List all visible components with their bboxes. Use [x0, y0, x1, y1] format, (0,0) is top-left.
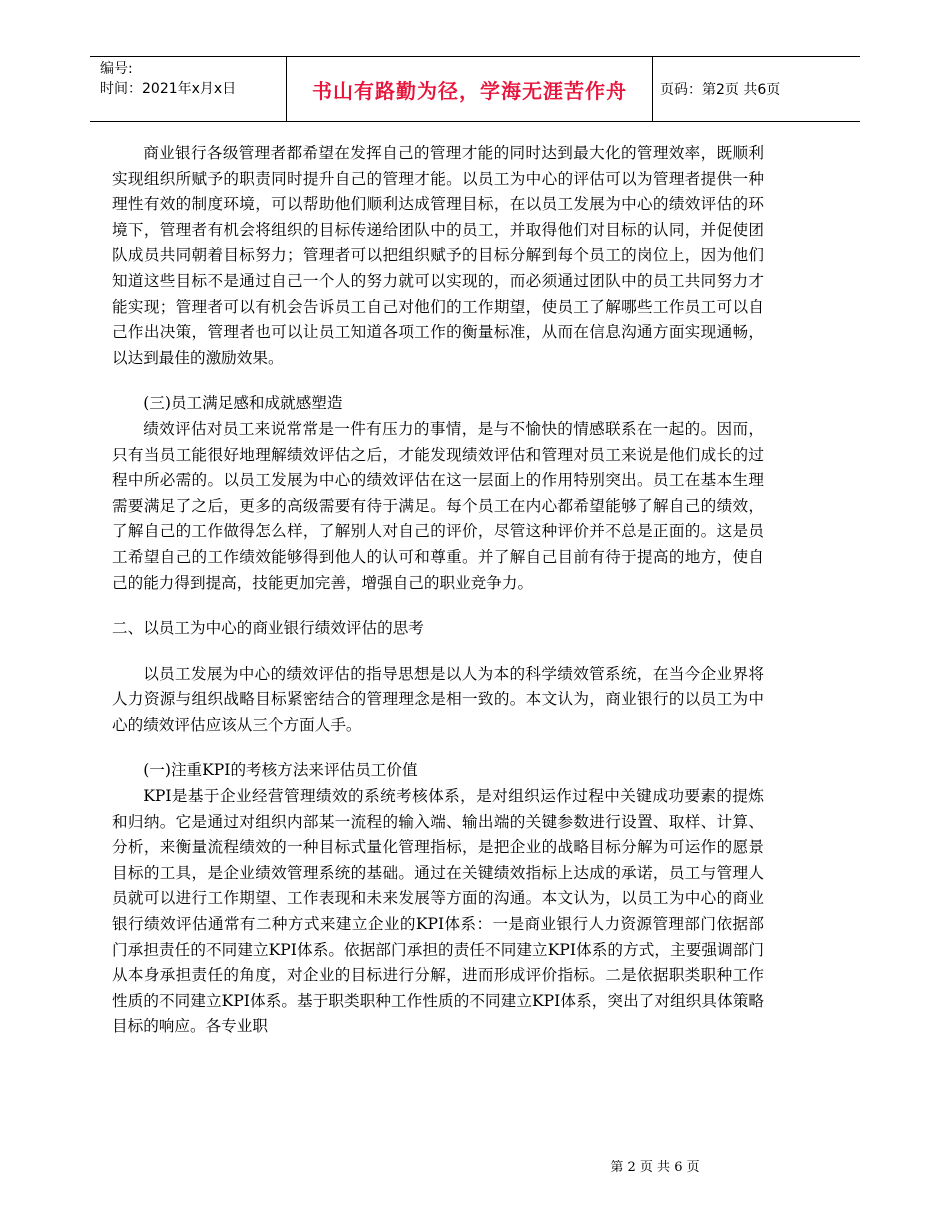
header-motto: 书山有路勤为径，学海无涯苦作舟 [312, 78, 627, 103]
document-body [112, 141, 764, 1040]
section-title-kpi: (一)注重KPI的考核方法来评估员工价值 [143, 761, 418, 780]
header-page-info: 页码：第2页 共6页 [660, 82, 781, 98]
page-footer: 第 2 页 共 6 页 [610, 1160, 700, 1175]
page-header [90, 56, 860, 122]
paragraph-guiding-idea: 以员工发展为中心的绩效评估的指导思想是以人为本的科学绩效管系统，在当今企业界将人力资源与组织战略目标紧密结合的管理理念是相一致的。本文认为，商业银行的以员工为中心的绩效评估应该从三个方面人手。 [112, 664, 764, 734]
section-title-satisfaction: (三)员工满足感和成就感塑造 [143, 394, 343, 413]
paragraph-kpi: KPI是基于企业经营管理绩效的系统考核体系，是对组织运作过程中关键成功要素的提炼和归纳。它是通过对组织内部某一流程的输入端、输出端的关键参数进行设置、取样、计算、分析，来衡量流程绩效的一种目标式量化管理指标，是把企业的战略目标分解为可运作的愿景目标的工具，是企业绩效管理系统的基础。通过在关键绩效指标上达成的承诺，员工与管理人员就可以进行工作期望、工作表现和未来发展等方面的沟通。本文认为，以员工为中心的商业银行绩效评估通常有二种方式来建立企业的KPI体系：一是商业银行人力资源管理部门依据部门承担责任的不同建立KPI体系。依据部门承担的责任不同建立KPI体系的方式，主要强调部门从本身承担责任的角度，对企业的目标进行分解，进而形成评价指标。二是依据职类职种工作性质的不同建立KPI体系。基于职类职种工作性质的不同建立KPI体系，突出了对组织具体策略目标的响应。各专业职 [112, 787, 764, 1036]
header-divider-right [652, 57, 653, 121]
header-meta [100, 59, 236, 99]
paragraph-satisfaction: 绩效评估对员工来说常常是一件有压力的事情，是与不愉快的情感联系在一起的。因而，只有当员工能很好地理解绩效评估之后，才能发现绩效评估和管理对员工来说是他们成长的过程中所必需的。以员工发展为中心的绩效评估在这一层面上的作用特别突出。员工在基本生理需要满足了之后，更多的高级需要有待于满足。每个员工在内心都希望能够了解自己的绩效，了解自己的工作做得怎么样，了解别人对自己的评价，尽管这种评价并不总是正面的。这是员工希望自己的工作绩效能够得到他人的认可和尊重。并了解自己目前有待于提高的地方，使自己的能力得到提高，技能更加完善，增强自己的职业竞争力。 [112, 419, 764, 592]
header-number-label: 编号: [100, 61, 133, 77]
paragraph-manager-goals: 商业银行各级管理者都希望在发挥自己的管理才能的同时达到最大化的管理效率，既顺利实现组织所赋予的职责同时提升自己的管理才能。以员工为中心的评估可以为管理者提供一种理性有效的制度环境，可以帮助他们顺利达成管理目标，在以员工发展为中心的绩效评估的环境下，管理者有机会将组织的目标传递给团队中的员工，并取得他们对目标的认同，并促使团队成员共同朝着目标努力；管理者可以把组织赋予的目标分解到每个员工的岗位上，因为他们知道这些目标不是通过自己一个人的努力就可以实现的，而必须通过团队中的员工共同努力才能实现；管理者可以有机会告诉员工自己对他们的工作期望，使员工了解哪些工作员工可以自己作出决策，管理者也可以让员工知道各项工作的衡量标准，从而在信息沟通方面实现通畅，以达到最佳的激励效果。 [112, 144, 764, 367]
chapter-title-thinking: 二、以员工为中心的商业银行绩效评估的思考 [112, 619, 424, 638]
header-time-label: 时间：2021年x月x日 [100, 81, 237, 97]
